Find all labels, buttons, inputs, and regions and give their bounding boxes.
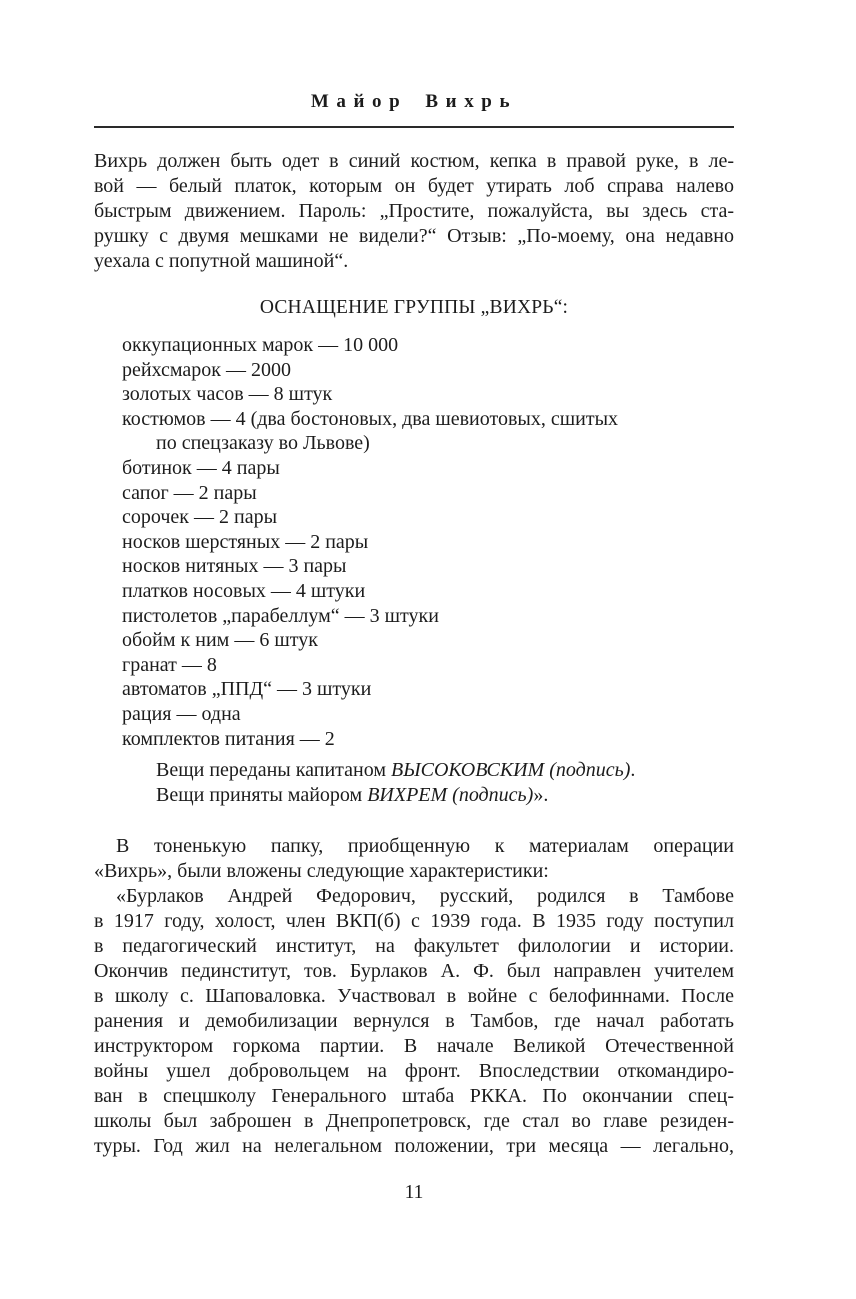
text-line: Окончив пединститут, тов. Бурлаков А. Ф. был направлен учителем [94, 960, 734, 983]
list-item: платков носовых — 4 штуки [122, 579, 366, 602]
list-item: ботинок — 4 пары [122, 456, 280, 479]
equipment-list [94, 333, 734, 751]
text-line: Вихрь должен быть одет в синий костюм, кепка в правой руке, в ле- [94, 150, 734, 172]
text-line: в 1917 году, холост, член ВКП(б) с 1939 года. В 1935 году поступил [94, 910, 734, 933]
list-item: золотых часов — 8 штук [122, 383, 333, 406]
text-line: рушку с двумя мешками не видели?“ Отзыв: „По-моему, она недавно [94, 225, 734, 247]
list-item: рация — одна [122, 702, 241, 725]
list-item-continuation: по спецзаказу во Львове) [156, 432, 370, 455]
page-number: 11 [404, 1182, 424, 1204]
header-rule [94, 126, 734, 128]
list-item: носков шерстяных — 2 пары [122, 530, 369, 553]
text-line: уехала с попутной машиной“. [94, 250, 349, 272]
list-item: гранат — 8 [122, 653, 217, 676]
handover-text: Вещи приняты майором [156, 784, 368, 807]
handover-text: . [630, 759, 636, 782]
text-line: войны ушел добровольцем на фронт. Впоследствии откомандиро- [94, 1060, 734, 1083]
handover-signature: ВИХРЕМ (подпись) [367, 784, 534, 807]
text-block [94, 0, 734, 1205]
handover-text: ». [533, 784, 549, 807]
list-item: сапог — 2 пары [122, 481, 257, 504]
paragraph-folder [94, 834, 734, 884]
list-item: пистолетов „парабеллум“ — 3 штуки [122, 604, 439, 627]
text-line: «Вихрь», были вложены следующие характеристики: [94, 860, 549, 883]
list-item: костюмов — 4 (два бостоновых, два шевиотовых, сшитых [122, 407, 619, 430]
handover-signature: ВЫСОКОВСКИМ (подпись) [390, 759, 631, 782]
list-item: комплектов питания — 2 [122, 727, 335, 750]
list-item: рейхсмарок — 2000 [122, 358, 291, 381]
list-item: автоматов „ППД“ — 3 штуки [122, 678, 372, 701]
list-item: обойм к ним — 6 штук [122, 629, 318, 652]
text-line: туры. Год жил на нелегальном положении, три месяца — легально, [94, 1135, 734, 1158]
text-line: ранения и демобилизации вернулся в Тамбов, где начал работать [94, 1010, 734, 1033]
text-line: ван в спецшколу Генерального штаба РККА. По окончании спец- [94, 1085, 734, 1108]
text-line: В тоненькую папку, приобщенную к материалам операции [116, 835, 734, 858]
text-line: в педагогический институт, на факультет филологии и истории. [94, 935, 734, 958]
text-line: быстрым движением. Пароль: „Простите, пожалуйста, вы здесь ста- [94, 200, 734, 222]
running-head: Майор Вихрь [310, 91, 518, 112]
list-item: носков нитяных — 3 пары [122, 555, 347, 578]
paragraph-instructions [94, 149, 734, 274]
list-item: сорочек — 2 пары [122, 506, 278, 529]
text-line: в школу с. Шаповаловка. Участвовал в войне с белофиннами. После [94, 985, 734, 1008]
text-line: инструктором горкома партии. В начале Великой Отечественной [94, 1035, 734, 1058]
list-item: оккупационных марок — 10 000 [122, 334, 399, 356]
text-line: «Бурлаков Андрей Федорович, русский, родился в Тамбове [116, 885, 734, 908]
handover-line [94, 758, 734, 783]
text-line: вой — белый платок, которым он будет утирать лоб справа налево [94, 175, 734, 197]
text-line: школы был заброшен в Днепропетровск, где стал во главе резиден- [94, 1110, 734, 1133]
handover-line [94, 783, 734, 808]
handover-text: Вещи переданы капитаном [156, 759, 391, 782]
paragraph-burlakov [94, 884, 734, 1159]
handover-block [94, 758, 734, 808]
equipment-heading: ОСНАЩЕНИЕ ГРУППЫ „ВИХРЬ“: [259, 297, 569, 318]
